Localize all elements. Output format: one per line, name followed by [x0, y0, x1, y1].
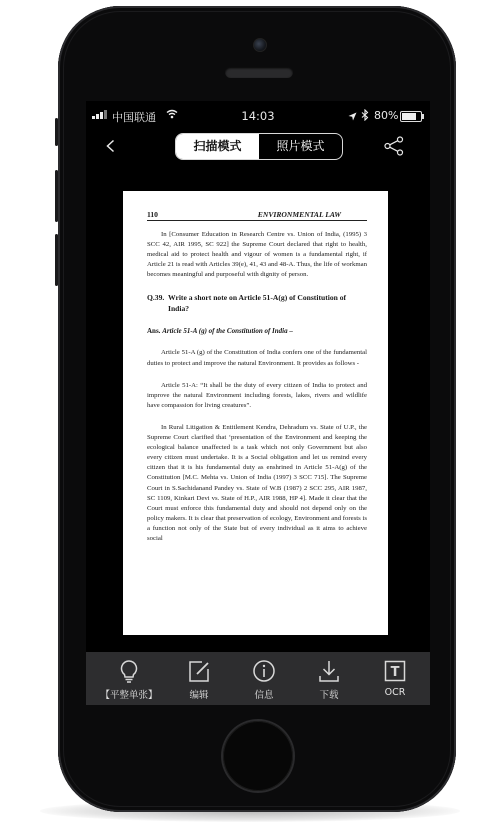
document-header: [147, 210, 367, 221]
mute-switch: [55, 118, 58, 146]
download-icon: [318, 659, 340, 683]
toolbar-label: 下载: [319, 690, 339, 701]
info-button[interactable]: [232, 652, 296, 705]
carrier-name: 中国联通: [112, 111, 156, 124]
question-text: Write a short note on Article 51-A(g) of Constitution of India?: [168, 293, 347, 314]
location-icon: [348, 111, 357, 124]
toolbar-label: 【平整单张】: [100, 690, 158, 701]
lightbulb-icon: [118, 659, 140, 683]
answer-heading: [147, 326, 367, 336]
toolbar-label: 编辑: [189, 690, 209, 701]
toolbar-label: 信息: [254, 690, 274, 701]
page-number: 110: [147, 210, 158, 219]
chevron-left-icon: [104, 139, 118, 153]
paragraph-2: Article 51-A (g) of the Constitution of India confers one of the fundamental duties to protect and improve the natural Environment. It provides as follows -: [147, 349, 367, 367]
home-button[interactable]: [223, 721, 293, 791]
front-camera: [253, 38, 267, 52]
svg-text:T: T: [390, 665, 400, 680]
header-title: ENVIRONMENTAL LAW: [257, 210, 341, 219]
share-icon: [384, 136, 404, 156]
question-heading: [147, 292, 367, 314]
edit-button[interactable]: [167, 652, 231, 705]
answer-title: Article 51-A (g) of the Constitution of India –: [162, 327, 293, 336]
answer-prefix: Ans.: [147, 327, 161, 336]
paragraph-3: Article 51-A: “It shall be the duty of every citizen of India to protect and improve the natural Environment including forests, lakes, rivers and wildlife have compassion for living creatures”.: [147, 381, 367, 409]
edit-icon: [188, 659, 210, 683]
tab-scan-mode[interactable]: 扫描模式: [176, 134, 259, 159]
info-icon: [253, 659, 275, 683]
volume-down-button: [55, 234, 58, 286]
status-bar: [86, 107, 430, 125]
bluetooth-icon: [361, 109, 369, 124]
back-button[interactable]: [104, 138, 118, 152]
volume-up-button: [55, 170, 58, 222]
share-button[interactable]: [384, 136, 404, 160]
phone-screen: [86, 101, 430, 705]
flatten-button[interactable]: [97, 652, 161, 705]
paragraph-4: In Rural Litigation & Entitlement Kendra, Dehradum vs. State of U.P., the Supreme Court clarified that ‘presentation of the Environment and keeping the ecological balance unaffected is a task which not only Government but also every citizen must undertake. It is a Social obligation and let us remind every citizen that it is his fundamental duty as enshrined in Article 51-A(g) of the Constitution [M.C. Mehta vs. Union of India (1997) 3 SCC 715]. The Supreme Court in S.Sachidanand Pandey vs. State of W.B (1987) 2 SCC 295, AIR 1987, SC 1109, Kinkari Devi vs. State of H.P., AIR 1988, HP 4]. Made it clear that the Court must enforce this fundamental duty and should not depend only on the policy makers. It is clear that preservation of ecology, Environment and forests is a function not only of the State but of every individual as it aims to achieve social: [147, 423, 367, 542]
tab-photo-mode[interactable]: 照片模式: [276, 139, 325, 153]
ocr-button[interactable]: [363, 652, 427, 705]
question-number: Q.39.: [147, 293, 165, 303]
battery-icon: [400, 111, 422, 122]
bottom-toolbar: [86, 652, 430, 705]
toolbar-label: OCR: [384, 687, 406, 698]
paragraph-1: In [Consumer Education in Research Centre vs. Union of India, (1995) 3 SCC 42, AIR 1995, SC 922] the Supreme Court declared that right to health, medical aid to protect health and vigour of women is a fundamental right, if Article 21 is read with Articles 39(e), 41, 43 and 48-A. Thus, the life of workman becomes meaningful and purposeful with dignity of person.: [147, 231, 367, 279]
download-button[interactable]: [297, 652, 361, 705]
scanned-document-page: [123, 191, 388, 635]
battery-percent: 80%: [374, 109, 399, 122]
earpiece-speaker: [225, 67, 293, 78]
status-time: 14:03: [241, 109, 275, 123]
mode-toggle: [175, 133, 343, 160]
ocr-icon: [384, 659, 406, 683]
